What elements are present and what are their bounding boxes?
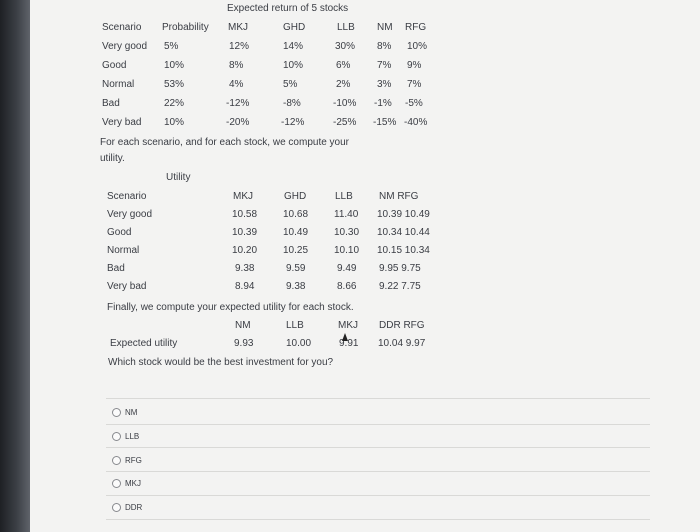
returns-header-nm: NM xyxy=(377,22,393,33)
utility-title: Utility xyxy=(166,172,191,183)
returns-cell: 2% xyxy=(336,79,351,90)
utility-cell: 10.10 xyxy=(334,245,360,256)
expected-header-nm: NM xyxy=(235,320,251,331)
returns-cell: 8% xyxy=(229,60,244,71)
returns-cell: 9% xyxy=(407,60,422,71)
returns-cell: 10% xyxy=(407,41,428,52)
utility-cell: 8.66 xyxy=(337,281,357,292)
radio-button[interactable] xyxy=(112,432,121,441)
returns-header-ghd: GHD xyxy=(283,22,306,33)
returns-header-mkj: MKJ xyxy=(228,22,248,33)
returns-cell: 6% xyxy=(336,60,351,71)
returns-cell: 14% xyxy=(283,41,304,52)
utility-header-mkj: MKJ xyxy=(233,191,253,202)
utility-cell: 10.68 xyxy=(283,209,309,220)
utility-cell: Very good xyxy=(107,209,153,220)
utility-cell: Good xyxy=(107,227,132,238)
returns-cell: -8% xyxy=(283,98,301,109)
utility-cell: 10.58 xyxy=(232,209,258,220)
utility-cell: Bad xyxy=(107,263,125,274)
returns-cell: -5% xyxy=(405,98,423,109)
returns-cell: 10% xyxy=(164,117,185,128)
returns-header-rfg: RFG xyxy=(405,22,427,33)
answer-option-nm[interactable] xyxy=(106,403,650,423)
returns-cell: -1% xyxy=(374,98,392,109)
returns-cell: 53% xyxy=(164,79,185,90)
utility-cell: 10.34 10.44 xyxy=(377,227,430,238)
utility-cell: 10.49 xyxy=(283,227,309,238)
returns-cell: 3% xyxy=(377,79,392,90)
radio-button[interactable] xyxy=(112,408,121,417)
returns-header-probability: Probability xyxy=(162,22,209,33)
returns-cell: 5% xyxy=(283,79,298,90)
returns-cell: -25% xyxy=(333,117,357,128)
radio-button[interactable] xyxy=(112,456,121,465)
option-label: RFG xyxy=(125,456,142,465)
radio-button[interactable] xyxy=(112,503,121,512)
returns-cell: 5% xyxy=(164,41,179,52)
returns-cell: 30% xyxy=(335,41,356,52)
utility-cell: 9.38 xyxy=(286,281,306,292)
returns-cell: -12% xyxy=(281,117,305,128)
option-label: DDR xyxy=(125,503,143,512)
option-divider xyxy=(106,398,650,399)
utility-cell: 9.59 xyxy=(286,263,306,274)
returns-header-scenario: Scenario xyxy=(102,22,142,33)
question-text: Which stock would be the best investment for you? xyxy=(108,357,334,368)
expected-header-ddr-rfg: DDR RFG xyxy=(379,320,425,331)
expected-value: 10.00 xyxy=(286,338,312,349)
utility-cell: 9.49 xyxy=(337,263,357,274)
utility-cell: 8.94 xyxy=(235,281,255,292)
photo-left-edge xyxy=(0,0,30,532)
returns-cell: 8% xyxy=(377,41,392,52)
finally-text: Finally, we compute your expected utility for each stock. xyxy=(107,302,354,313)
utility-header-nm-rfg: NM RFG xyxy=(379,191,419,202)
option-divider xyxy=(106,495,650,496)
expected-value: 9.93 xyxy=(234,338,254,349)
returns-cell: -15% xyxy=(373,117,397,128)
returns-title: Expected return of 5 stocks xyxy=(227,3,349,14)
returns-cell: 22% xyxy=(164,98,185,109)
utility-cell: 9.22 7.75 xyxy=(379,281,421,292)
option-label: MKJ xyxy=(125,479,141,488)
returns-cell: -10% xyxy=(333,98,357,109)
expected-value: 9.91 xyxy=(339,338,359,349)
utility-cell: 10.25 xyxy=(283,245,309,256)
expected-header-llb: LLB xyxy=(286,320,304,331)
returns-cell: 4% xyxy=(229,79,244,90)
returns-cell: 7% xyxy=(377,60,392,71)
expected-utility-label: Expected utility xyxy=(110,338,178,349)
utility-cell: 11.40 xyxy=(334,209,359,220)
utility-cell: 10.39 xyxy=(232,227,258,238)
returns-cell: Good xyxy=(102,60,127,71)
instruction-note: For each scenario, and for each stock, we compute your utility. xyxy=(100,137,350,164)
utility-header-llb: LLB xyxy=(335,191,353,202)
utility-header-ghd: GHD xyxy=(284,191,307,202)
option-divider xyxy=(106,424,650,425)
utility-cell: Very bad xyxy=(107,281,147,292)
question-page xyxy=(30,0,700,532)
utility-cell: 9.38 xyxy=(235,263,255,274)
expected-value: 10.04 9.97 xyxy=(378,338,426,349)
option-label: NM xyxy=(125,408,138,417)
option-divider xyxy=(106,447,650,448)
utility-cell: 10.20 xyxy=(232,245,258,256)
utility-cell: 9.95 9.75 xyxy=(379,263,421,274)
option-divider xyxy=(106,519,650,520)
radio-button[interactable] xyxy=(112,479,121,488)
mouse-cursor-icon xyxy=(342,333,348,341)
utility-cell: 10.15 10.34 xyxy=(377,245,430,256)
utility-header-scenario: Scenario xyxy=(107,191,147,202)
returns-cell: Normal xyxy=(102,79,135,90)
answer-option-rfg[interactable] xyxy=(106,451,650,471)
returns-cell: 10% xyxy=(283,60,304,71)
returns-header-llb: LLB xyxy=(337,22,355,33)
returns-cell: Bad xyxy=(102,98,120,109)
returns-cell: -20% xyxy=(226,117,250,128)
returns-cell: 7% xyxy=(407,79,422,90)
answer-option-mkj[interactable] xyxy=(106,474,650,494)
utility-cell: 10.30 xyxy=(334,227,360,238)
utility-cell: Normal xyxy=(107,245,140,256)
returns-cell: Very bad xyxy=(102,117,142,128)
returns-cell: -12% xyxy=(226,98,250,109)
returns-cell: 10% xyxy=(164,60,185,71)
utility-cell: 10.39 10.49 xyxy=(377,209,430,220)
answer-option-ddr[interactable] xyxy=(106,498,650,518)
answer-option-llb[interactable] xyxy=(106,427,650,447)
option-label: LLB xyxy=(125,432,140,441)
returns-cell: -40% xyxy=(404,117,428,128)
returns-cell: 12% xyxy=(229,41,250,52)
expected-header-mkj: MKJ xyxy=(338,320,358,331)
option-divider xyxy=(106,471,650,472)
returns-cell: Very good xyxy=(102,41,148,52)
